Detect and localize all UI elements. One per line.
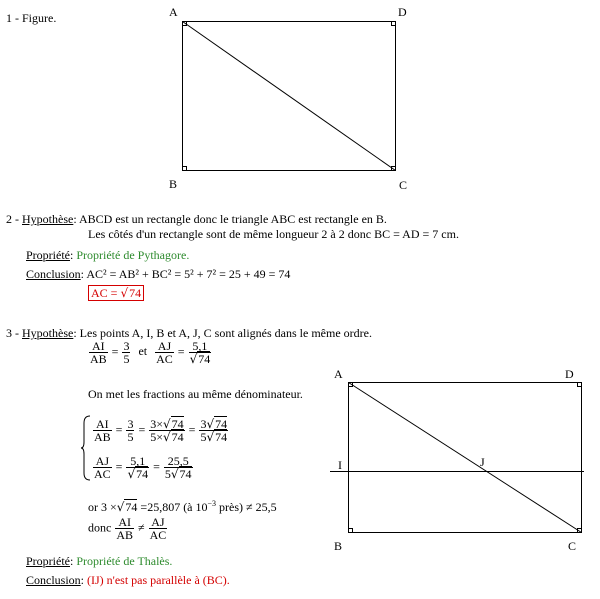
part3-label: 3 -: [6, 326, 22, 340]
part3-conclusion: [26, 573, 230, 587]
part2-hyp-line2: Les côtés d'un rectangle sont de même longueur 2 à 2 donc BC = AD = 7 cm.: [88, 227, 459, 241]
part3-given-ratios: $\frac{AI}{AB}$ = $\frac{3}{5}$ et $\frac{AJ}{AC}$ = $\frac{5,1}{√74}$: [90, 339, 211, 366]
figure1-label-c: C: [399, 178, 408, 192]
part2-conclusion: [26, 267, 290, 281]
part3-concl-sep: :: [80, 573, 88, 587]
part3-approximation: or 3 ×√74 =25,807 (à $10^{-3}$ près) ≠ 25,5: [88, 499, 277, 514]
part2-prop-title: Propriété: [26, 248, 70, 262]
figure1-label-a: A: [169, 5, 178, 19]
figure2-label-i: I: [338, 458, 342, 472]
fraction: $\frac{AJ}{AC}$: [149, 515, 167, 542]
figure1-right-angle-b: [183, 167, 187, 171]
part3-system-row1: $\frac{AI}{AB}$ = $\frac{3}{5}$ = $\frac{3\times√74}{5\times√74}$ = $\frac{3√74}{5√74}$: [94, 417, 228, 444]
system-brace: [80, 415, 92, 481]
part2-result: [88, 285, 144, 301]
figure1-right-angle-d: [392, 22, 396, 26]
part3-hyp-text: : Les points A, I, B et A, J, C sont alignés dans le même ordre.: [73, 326, 372, 340]
part2-label: 2 -: [6, 212, 22, 226]
part3-denominator-text: On met les fractions au même dénominateur.: [88, 387, 303, 401]
figure2-diagonal-ac: [349, 383, 582, 533]
fraction: $\frac{AJ}{AC}$: [156, 339, 173, 366]
figure1-diagonal-ac: [183, 22, 396, 171]
figure1-label-b: B: [169, 177, 178, 191]
part2-prop-text: Propriété de Pythagore.: [76, 248, 190, 262]
part2-result-radicand: 74: [129, 286, 142, 300]
part3-prop-text: Propriété de Thalès.: [76, 554, 173, 568]
part2-hypothesis: [6, 212, 387, 226]
part1-label: 1 - Figure.: [6, 11, 57, 25]
part2-result-prefix: AC =: [91, 286, 121, 300]
fraction: $\frac{3}{5}$: [127, 417, 134, 444]
part2-concl-title: Conclusion: [26, 267, 81, 281]
fraction: $\frac{3\times√74}{5\times√74}$: [150, 417, 184, 444]
fraction: $\frac{AI}{AB}$: [94, 417, 111, 444]
part2-hyp-line1: : ABCD est un rectangle donc le triangle ABC est rectangle en B.: [73, 212, 387, 226]
figure2-thales: [320, 360, 600, 560]
part3-system-row2: $\frac{AJ}{AC}$ = $\frac{5,1}{√74}$ = $\frac{25,5}{5√74}$: [94, 454, 192, 481]
part3-prop-title: Propriété: [26, 554, 70, 568]
part3-concl-title: Conclusion: [26, 573, 81, 587]
figure2-label-b: B: [334, 539, 343, 553]
figure2-label-a: A: [334, 367, 343, 381]
fraction: $\frac{AI}{AB}$: [116, 515, 133, 542]
figure2-right-angle-d: [578, 383, 582, 387]
part3-prop-sep: :: [70, 554, 77, 568]
part2-property: [26, 248, 189, 262]
figure2-right-angle-b: [349, 529, 353, 533]
part3-and-word: et: [138, 344, 148, 359]
part3-hypothesis: [6, 326, 372, 340]
figure2-label-c: C: [568, 539, 577, 553]
fraction: $\frac{3√74}{5√74}$: [200, 417, 228, 444]
part2-concl-text: : AC² = AB² + BC² = 5² + 7² = 25 + 49 = 74: [80, 267, 291, 281]
figure1-label-d: D: [398, 5, 407, 19]
part2-hyp-title: Hypothèse: [22, 212, 74, 226]
part3-property: [26, 554, 172, 568]
part2-prop-sep: :: [70, 248, 77, 262]
part3-concl-text: (IJ) n'est pas parallèle à (BC).: [87, 573, 230, 587]
figure2-label-j: J: [480, 455, 485, 469]
fraction: $\frac{5,1}{√74}$: [189, 339, 211, 366]
fraction: $\frac{AJ}{AC}$: [94, 454, 111, 481]
fraction: $\frac{25,5}{5√74}$: [164, 454, 192, 481]
part3-hyp-title: Hypothèse: [22, 326, 74, 340]
fraction: $\frac{5,1}{√74}$: [127, 454, 149, 481]
sqrt-sign: √: [120, 286, 129, 300]
fraction: $\frac{3}{5}$: [123, 339, 130, 366]
fraction: $\frac{AI}{AB}$: [90, 339, 107, 366]
part3-donc-line: donc $\frac{AI}{AB}$ ≠ $\frac{AJ}{AC}$: [88, 515, 167, 542]
part3-donc-word: donc: [88, 520, 112, 535]
figure1-rectangle: [0, 0, 600, 200]
figure2-label-d: D: [565, 367, 574, 381]
